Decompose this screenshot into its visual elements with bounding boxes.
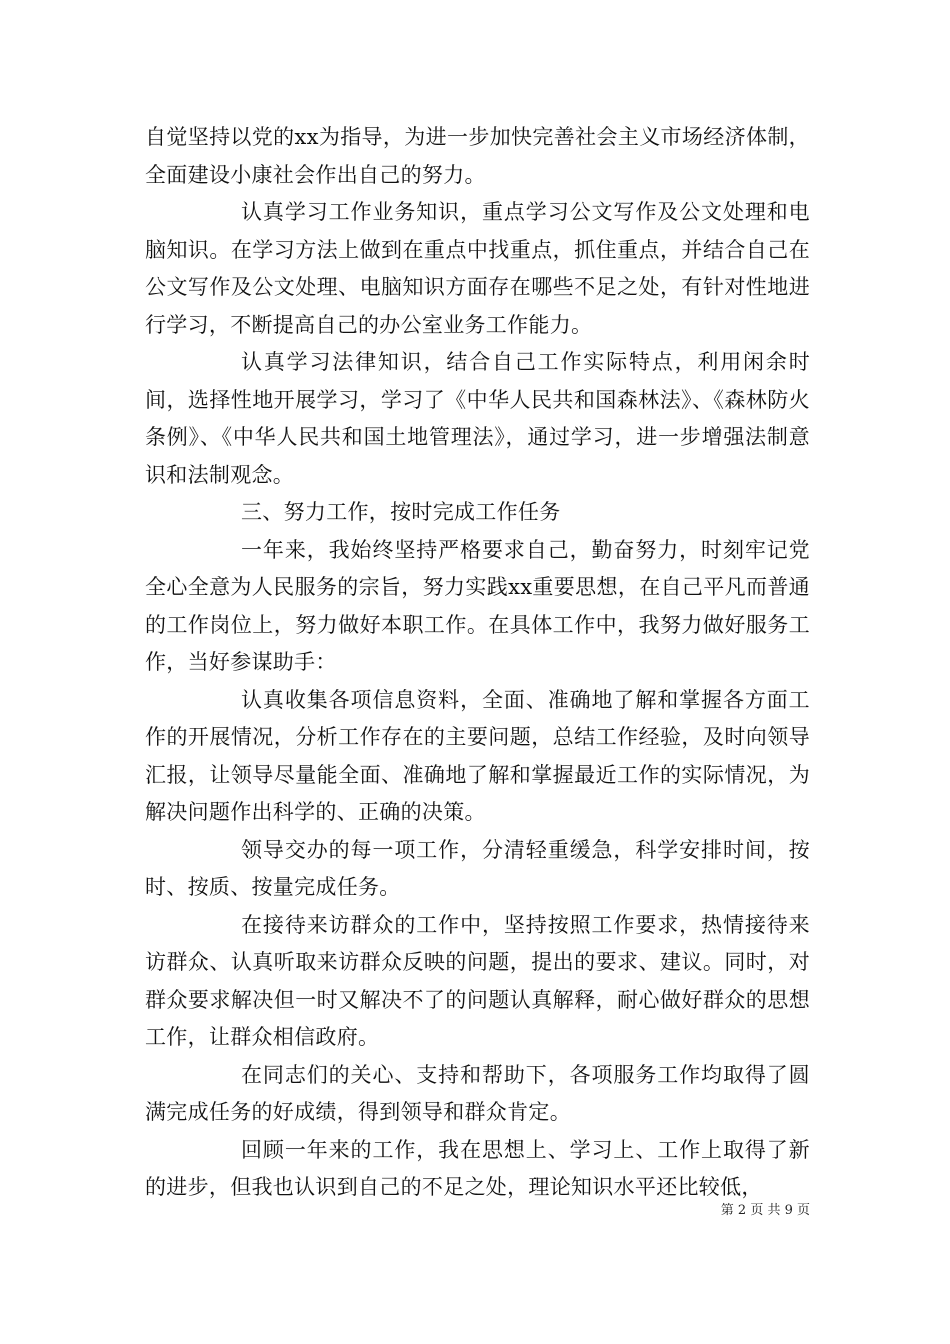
paragraph-6: 认真收集各项信息资料，全面、准确地了解和掌握各方面工作的开展情况，分析工作存在的主要问题，总结工作经验，及时向领导汇报，让领导尽量能全面、准确地了解和掌握最近工作的实际情况，为解决问题作出科学的、正确的决策。 [145, 687, 810, 824]
paragraph-8: 在接待来访群众的工作中，坚持按照工作要求，热情接待来访群众、认真听取来访群众反映的问题，提出的要求、建议。同时，对群众要求解决但一时又解决不了的问题认真解释，耐心做好群众的思想工作，让群众相信政府。 [145, 912, 810, 1049]
paragraph-5: 一年来，我始终坚持严格要求自己，勤奋努力，时刻牢记党全心全意为人民服务的宗旨，努力实践xx重要思想，在自己平凡而普通的工作岗位上，努力做好本职工作。在具体工作中，我努力做好服务工作，当好参谋助手： [145, 537, 810, 674]
paragraph-7: 领导交办的每一项工作，分清轻重缓急，科学安排时间，按时、按质、按量完成任务。 [145, 837, 810, 899]
paragraph-1: 自觉坚持以党的xx为指导，为进一步加快完善社会主义市场经济体制，全面建设小康社会作出自己的努力。 [145, 125, 810, 187]
paragraph-10: 回顾一年来的工作，我在思想上、学习上、工作上取得了新的进步，但我也认识到自己的不足之处，理论知识水平还比较低， [145, 1137, 810, 1199]
paragraph-2: 认真学习工作业务知识，重点学习公文写作及公文处理和电脑知识。在学习方法上做到在重点中找重点，抓住重点，并结合自己在公文写作及公文处理、电脑知识方面存在哪些不足之处，有针对性地进行学习，不断提高自己的办公室业务工作能力。 [145, 200, 810, 337]
section-heading: 三、努力工作，按时完成工作任务 [241, 500, 561, 524]
page-number-footer: 第 2 页 共 9 页 [720, 1203, 810, 1218]
paragraph-9: 在同志们的关心、支持和帮助下，各项服务工作均取得了圆满完成任务的好成绩，得到领导和群众肯定。 [145, 1062, 810, 1124]
document-body [145, 119, 810, 1207]
paragraph-3: 认真学习法律知识，结合自己工作实际特点，利用闲余时间，选择性地开展学习，学习了《中华人民共和国森林法》、《森林防火条例》、《中华人民共和国土地管理法》，通过学习，进一步增强法制意识和法制观念。 [145, 350, 810, 487]
